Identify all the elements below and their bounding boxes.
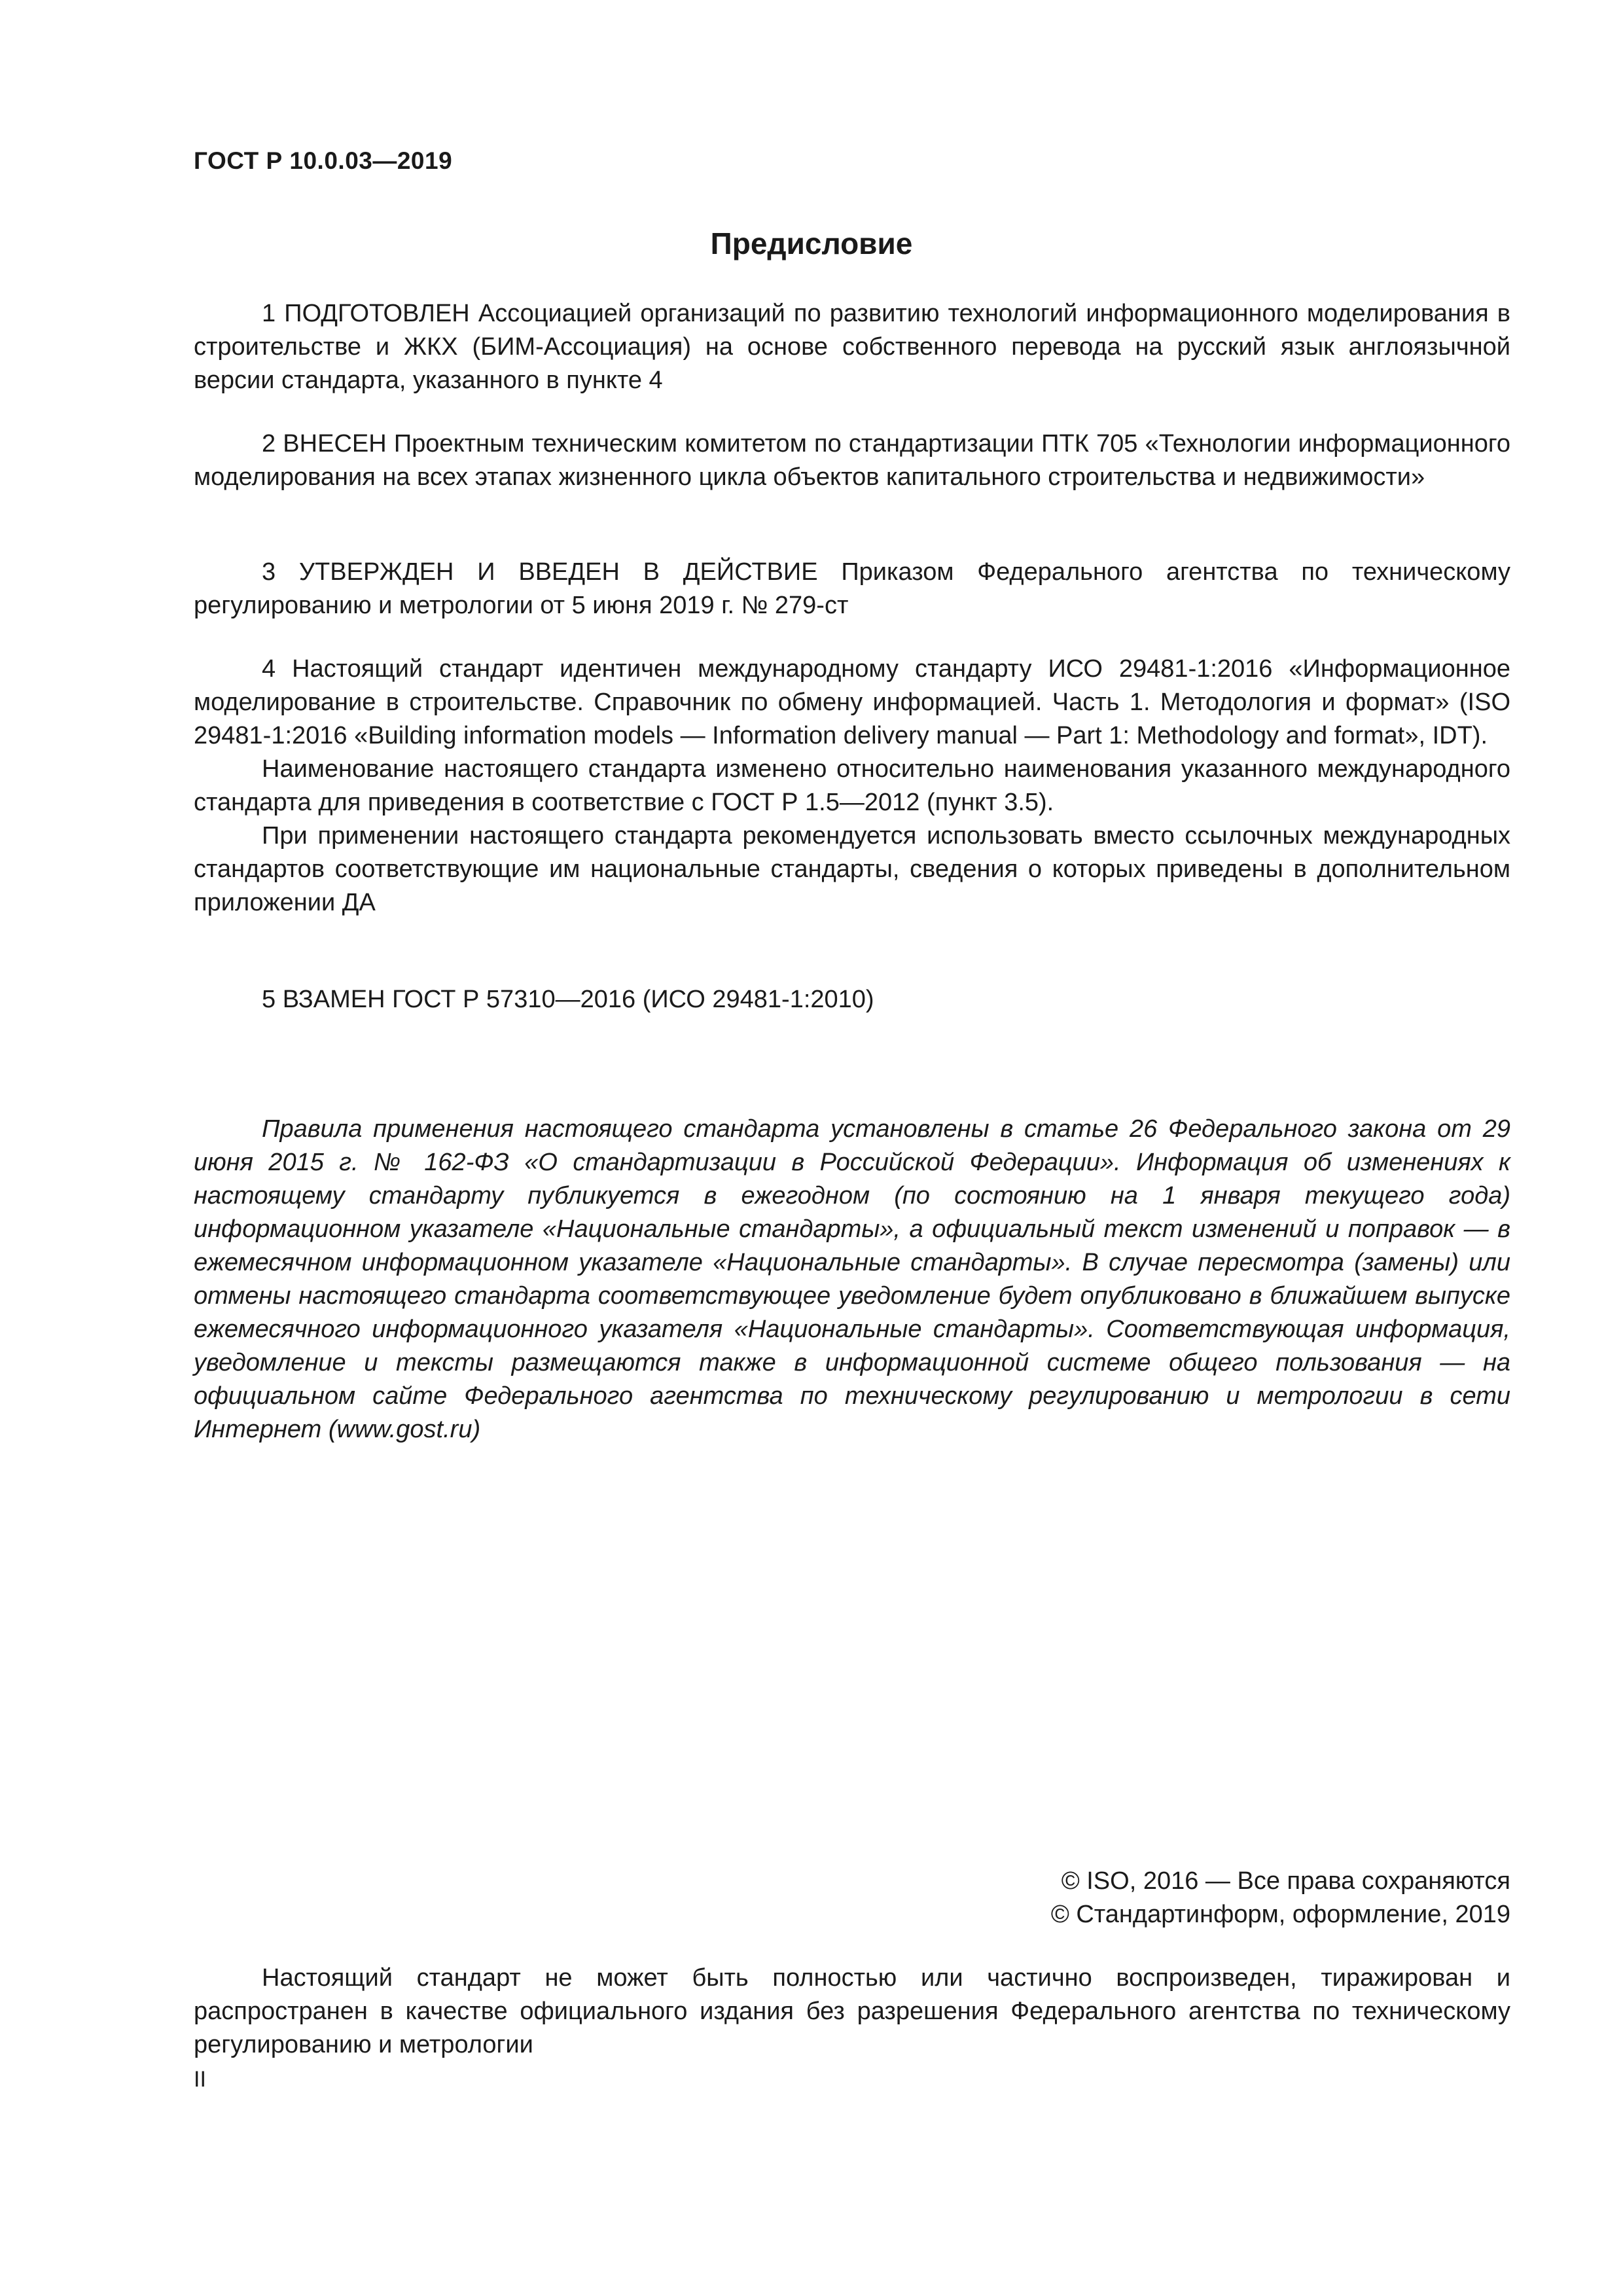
page-number: II [194,2067,206,2092]
section-4 [194,653,1510,920]
reproduction-notice [194,1962,1510,2062]
section-1 [194,297,1510,397]
section-3-text: 3 УТВЕРЖДЕН И ВВЕДЕН В ДЕЙСТВИЕ Приказом Федерального агентства по техническому регулированию и метрологии от 5 июня 2019 г. № 279-ст [194,558,1510,619]
section-4-paragraph-1: 4 Настоящий стандарт идентичен международному стандарту ИСО 29481-1:2016 «Информационное моделирование в строительстве. Справочник по обмену информацией. Часть 1. Методология и формат» (ISO 29481-1:2016 «Building information models — Information delivery manual — Part 1: Methodology and format», IDT). [194,655,1510,749]
page-title: Предисловие [710,226,913,260]
section-4-paragraph-2: Наименование настоящего стандарта изменено относительно наименования указанного международного стандарта для приведения в соответствие с ГОСТ Р 1.5—2012 (пункт 3.5). [194,755,1510,816]
section-4-paragraph-3: При применении настоящего стандарта рекомендуется использовать вместо ссылочных международных стандартов соответствующие им национальные стандарты, сведения о которых приведены в дополнительном приложении ДА [194,822,1510,916]
copyright-iso: © ISO, 2016 — Все права сохраняются [1061,1867,1510,1895]
section-1-text: 1 ПОДГОТОВЛЕН Ассоциацией организаций по развитию технологий информационного моделирования в строительстве и ЖКХ (БИМ-Ассоциация) на основе собственного перевода на русский язык англоязычной версии стандарта, указанного в пункте 4 [194,300,1510,394]
rules-note [194,1113,1510,1446]
reproduction-notice-text: Настоящий стандарт не может быть полностью или частично воспроизведен, тиражирован и распространен в качестве официального издания без разрешения Федерального агентства по техническому регулированию и метрологии [194,1964,1510,2058]
section-5-text: 5 ВЗАМЕН ГОСТ Р 57310—2016 (ИСО 29481-1:2010) [262,986,874,1013]
rules-note-text: Правила применения настоящего стандарта установлены в статье 26 Федерального закона от 29 июня 2015 г. № 162-ФЗ «О стандартизации в Российской Федерации». Информация об изменениях к настоящему стандарту публикуется в ежегодном (по состоянию на 1 января текущего года) информационном указателе «Национальные стандарты», а официальный текст изменений и поправок — в ежемесячном информационном указателе «Национальные стандарты». В случае пересмотра (замены) или отмены настоящего стандарта соответствующее уведомление будет опубликовано в ближайшем выпуске ежемесячного информационного указателя «Национальные стандарты». Соответствующая информация, уведомление и тексты размещаются также в информационной системе общего пользования — на официальном сайте Федерального агентства по техническому регулированию и метрологии в сети Интернет (www.gost.ru) [194,1115,1510,1443]
section-2-text: 2 ВНЕСЕН Проектным техническим комитетом по стандартизации ПТК 705 «Технологии информационного моделирования на всех этапах жизненного цикла объектов капитального строительства и недвижимости» [194,430,1510,491]
section-3 [194,556,1510,622]
copyright-standartinform: © Стандартинформ, оформление, 2019 [1050,1901,1510,1928]
section-2 [194,427,1510,494]
document-id-header: ГОСТ Р 10.0.03—2019 [194,147,453,174]
copyright-block [1051,1865,1510,1931]
section-5 [194,983,1510,1016]
